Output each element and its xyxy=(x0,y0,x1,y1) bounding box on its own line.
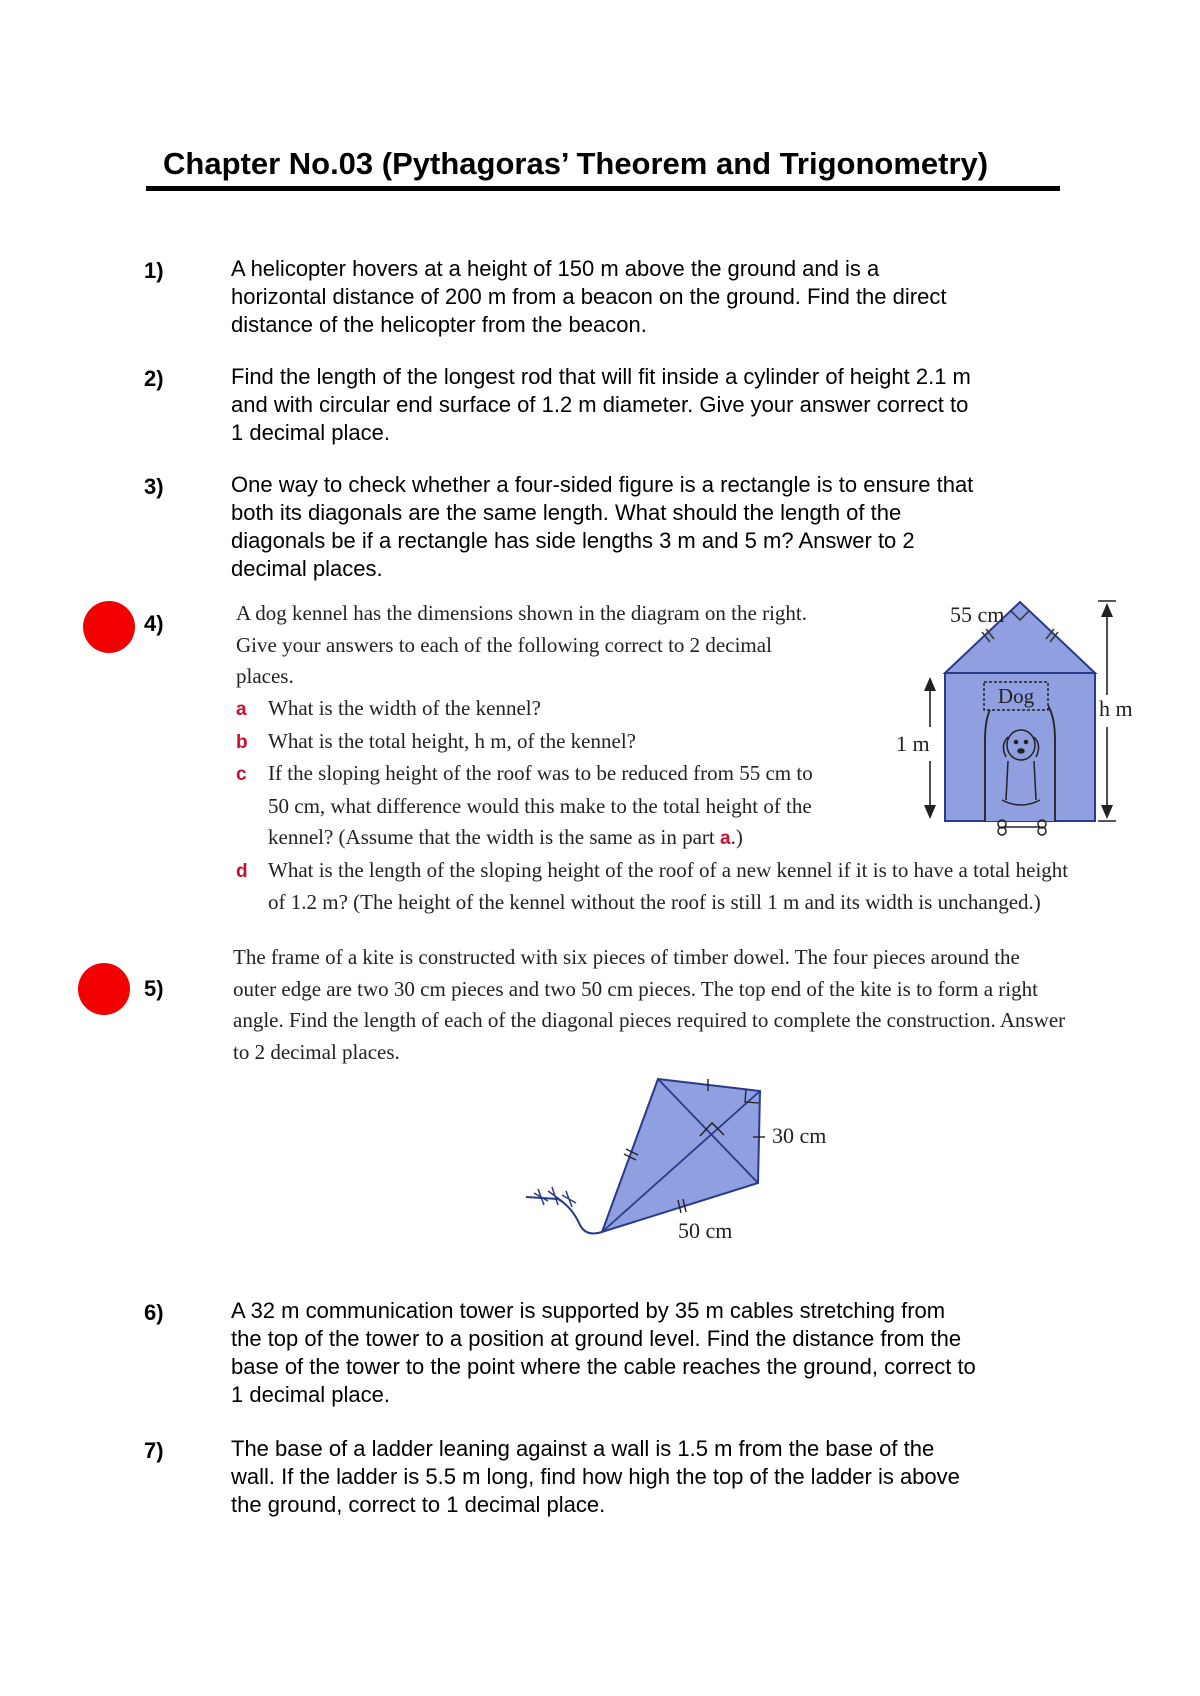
question-5-text xyxy=(233,942,1065,1068)
question-2-number: 2) xyxy=(144,366,164,391)
question-3-text xyxy=(231,471,1061,583)
part-d-text: What is the length of the sloping height of the roof of a new kennel if it is to have a total height xyxy=(268,857,1069,882)
question-1-line: horizontal distance of 200 m from a beacon on the ground. Find the direct xyxy=(231,284,947,309)
question-4-line: places. xyxy=(236,664,294,688)
question-5-number: 5) xyxy=(144,976,164,1001)
part-d xyxy=(236,855,1068,888)
part-c-text: kennel? (Assume that the width is the same as in part xyxy=(268,825,720,849)
part-c-text: .) xyxy=(730,825,743,849)
question-3-line: One way to check whether a four-sided figure is a rectangle is to ensure that xyxy=(231,472,974,497)
part-a-text: What is the width of the kennel? xyxy=(268,696,541,720)
question-3-line: decimal places. xyxy=(231,556,383,581)
kennel-diagram xyxy=(890,595,1140,850)
question-5-line: to 2 decimal places. xyxy=(233,1039,400,1064)
question-3-line: diagonals be if a rectangle has side lengths 3 m and 5 m? Answer to 2 xyxy=(231,528,915,553)
kite-tail-bows xyxy=(534,1187,576,1207)
question-6-line: A 32 m communication tower is supported by 35 m cables stretching from xyxy=(231,1298,946,1323)
question-7-line: the ground, correct to 1 decimal place. xyxy=(231,1492,606,1517)
question-1-number: 1) xyxy=(144,258,164,283)
wall-height-label: 1 m xyxy=(896,731,930,756)
question-4-number: 4) xyxy=(144,611,164,636)
part-b-text: What is the total height, h m, of the kennel? xyxy=(268,728,636,753)
question-5-line: angle. Find the length of each of the diagonal pieces required to complete the construction. Answer xyxy=(233,1008,1066,1032)
question-4-intro xyxy=(236,598,807,693)
part-label: d xyxy=(236,860,248,882)
part-label: b xyxy=(236,731,248,753)
question-3-number: 3) xyxy=(144,474,164,499)
question-6-line: the top of the tower to a position at ground level. Find the distance from the xyxy=(231,1326,962,1351)
question-6-number: 6) xyxy=(144,1300,164,1325)
question-3-line: both its diagonals are the same length. What should the length of the xyxy=(231,500,902,525)
question-5-line: outer edge are two 30 cm pieces and two 50 cm pieces. The top end of the kite is to form a right xyxy=(233,976,1038,1001)
part-c-line: 50 cm, what difference would this make to the total height of the xyxy=(268,793,812,818)
question-1-text xyxy=(231,255,1061,339)
part-reference: a xyxy=(719,828,731,849)
kite-tail xyxy=(526,1197,602,1233)
dog-sign-text: Dog xyxy=(997,684,1035,708)
question-2-line: Find the length of the longest rod that will fit inside a cylinder of height 2.1 m xyxy=(231,364,971,389)
question-1-line: A helicopter hovers at a height of 150 m above the ground and is a xyxy=(231,256,880,281)
question-7-number: 7) xyxy=(144,1438,164,1463)
page-title: Chapter No.03 (Pythagoras’ Theorem and Trigonometry) xyxy=(163,146,989,181)
question-6-line: base of the tower to the point where the cable reaches the ground, correct to xyxy=(231,1354,976,1379)
part-label: c xyxy=(236,764,247,785)
question-5-line: The frame of a kite is constructed with six pieces of timber dowel. The four pieces around the xyxy=(233,945,1020,969)
question-1-line: distance of the helicopter from the beacon. xyxy=(231,312,647,337)
question-6-line: 1 decimal place. xyxy=(231,1382,390,1407)
roof-length-label: 55 cm xyxy=(950,602,1005,627)
title-underline xyxy=(146,186,1060,191)
question-2-text xyxy=(231,363,1061,447)
kite-diagram xyxy=(520,1075,850,1245)
long-side-label: 50 cm xyxy=(678,1218,733,1243)
total-height-label: h m xyxy=(1099,696,1133,721)
marker-dot xyxy=(78,963,130,1015)
part-d-line: of 1.2 m? (The height of the kennel without the roof is still 1 m and its width is unchanged.) xyxy=(268,890,1041,914)
question-2-line: and with circular end surface of 1.2 m diameter. Give your answer correct to xyxy=(231,392,969,417)
question-7-text xyxy=(231,1435,1061,1519)
question-4-line: Give your answers to each of the following correct to 2 decimal xyxy=(236,632,772,657)
question-7-line: The base of a ladder leaning against a wall is 1.5 m from the base of the xyxy=(231,1436,935,1461)
question-6-text xyxy=(231,1297,1061,1409)
marker-dot xyxy=(83,601,135,653)
question-2-line: 1 decimal place. xyxy=(231,420,390,445)
short-side-label: 30 cm xyxy=(772,1123,827,1148)
question-4-line: A dog kennel has the dimensions shown in the diagram on the right. xyxy=(236,601,807,625)
question-7-line: wall. If the ladder is 5.5 m long, find how high the top of the ladder is above xyxy=(231,1464,960,1489)
part-label: a xyxy=(236,699,247,720)
part-c-text: If the sloping height of the roof was to be reduced from 55 cm to xyxy=(268,761,813,785)
